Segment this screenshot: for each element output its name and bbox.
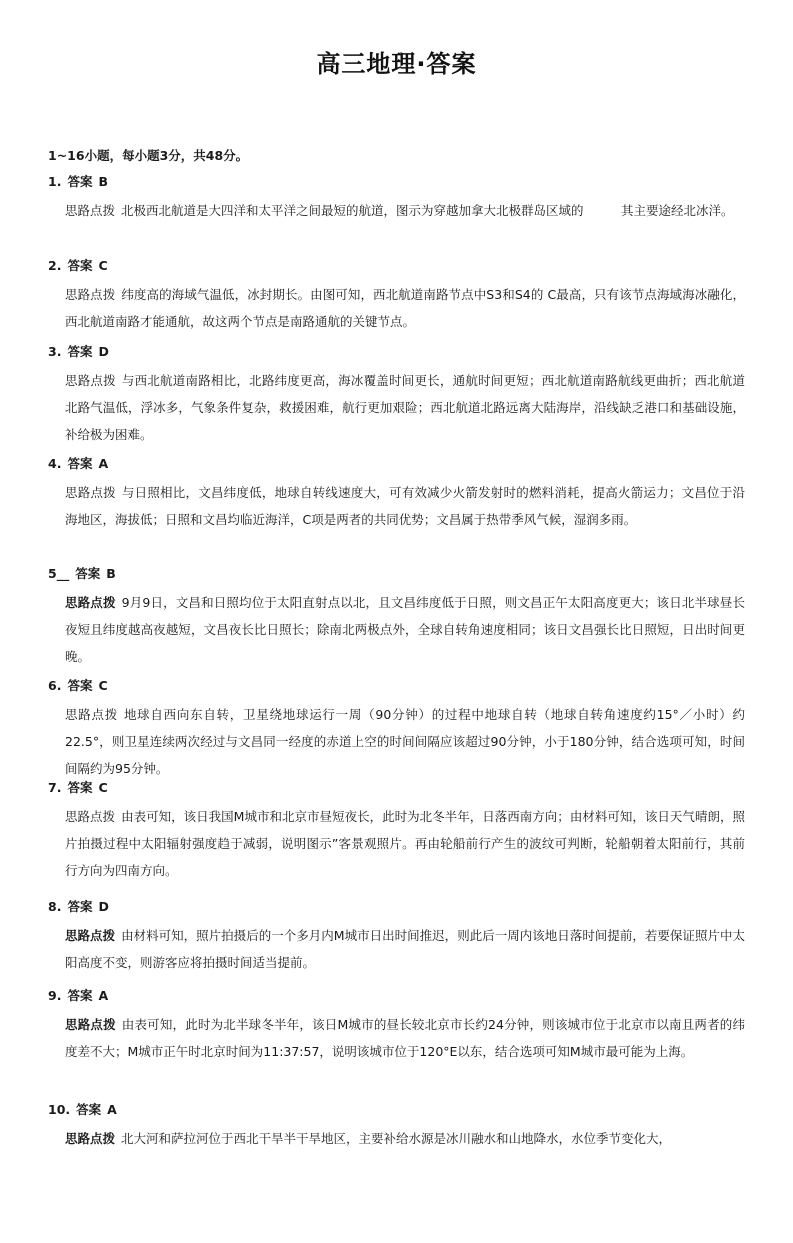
answer-letter: D	[98, 344, 109, 359]
question-item	[48, 565, 748, 670]
answer-letter: B	[98, 174, 108, 189]
question-number: 5__	[48, 566, 70, 581]
question-item	[48, 257, 748, 335]
explanation-text: 与日照相比，文昌纬度低，地球自转线速度大，可有效减少火箭发射时的燃料消耗，提高火箭运力；文昌位于沿海地区，海拔低；日照和文昌均临近海洋，C项是两者的共同优势；文昌属于热带季风气候，湿润多雨。	[65, 485, 745, 527]
question-explanation	[65, 589, 745, 670]
question-header	[48, 1101, 748, 1119]
tip-label: 思路点拨	[65, 287, 116, 302]
answer-letter: C	[98, 258, 108, 273]
question-explanation	[65, 1011, 745, 1065]
question-number: 6.	[48, 678, 62, 693]
question-item	[48, 987, 748, 1065]
explanation-text: 由材料可知，照片拍摄后的一个多月内M城市日出时间推迟，则此后一周内该地日落时间提前，若要保证照片中太阳高度不变，则游客应将拍摄时间适当提前。	[65, 928, 745, 970]
tip-label: 思路点拨	[65, 707, 118, 722]
explanation-text: 地球自西向东自转，卫星绕地球运行一周（90分钟）的过程中地球自转（地球自转角速度约15°／小时）约22.5°，则卫星连续两次经过与文昌同一经度的赤道上空的时间间隔应该超过90分钟，小于180分钟，结合选项可知，时间间隔约为95分钟。	[65, 707, 745, 776]
question-explanation	[65, 479, 745, 533]
explanation-text: 由表可知，该日我国M城市和北京市昼短夜长，此时为北冬半年，日落西南方向；由材料可知，该日天气晴朗，照片拍摄过程中太阳辐射强度趋于减弱，说明图示”客景观照片。再由轮船前行产生的波纹可判断，轮船朝着太阳前行，其前行方向为四南方向。	[65, 809, 745, 878]
question-number: 2.	[48, 258, 62, 273]
answer-word: 答案	[67, 988, 93, 1003]
question-header	[48, 779, 748, 797]
answer-letter: A	[98, 988, 109, 1003]
question-header	[48, 455, 748, 473]
tip-label: 思路点拨	[65, 373, 116, 388]
question-explanation	[65, 367, 745, 448]
tip-label: 思路点拨	[65, 1017, 116, 1032]
explanation-text: 与西北航道南路相比，北路纬度更高，海冰覆盖时间更长，通航时间更短；西北航道南路航线更曲折；西北航道北路气温低，浮冰多，气象条件复杂，救援困难，航行更加艰险；西北航道北路远离大陆海岸，沿线缺乏港口和基础设施，补给极为困难。	[65, 373, 745, 442]
question-number: 1.	[48, 174, 62, 189]
answer-letter: D	[98, 899, 109, 914]
answer-letter: A	[107, 1102, 117, 1117]
question-number: 4.	[48, 456, 62, 471]
question-explanation	[65, 281, 745, 335]
explanation-text: 9月9日，文昌和日照均位于太阳直射点以北，且文昌纬度低于日照，则文昌正午太阳高度更大；该日北半球昼长夜短且纬度越高夜越短，文昌夜长比日照长；除南北两极点外，全球自转角速度相同；该日文昌强长比日照短，日出时间更晚。	[65, 595, 745, 664]
tip-label: 思路点拨	[65, 928, 116, 943]
question-header	[48, 343, 748, 361]
answer-word: 答案	[67, 258, 93, 273]
question-number: 9.	[48, 988, 62, 1003]
answer-word: 答案	[67, 344, 93, 359]
tip-label: 思路点拨	[65, 485, 116, 500]
question-header	[48, 677, 748, 695]
question-explanation	[65, 1125, 745, 1152]
explanation-text: 北大河和萨拉河位于西北干旱半干旱地区，主要补给水源是冰川融水和山地降水，水位季节变化大，	[121, 1131, 672, 1146]
question-item	[48, 173, 748, 224]
question-number: 3.	[48, 344, 62, 359]
question-explanation	[65, 803, 745, 884]
answer-word: 答案	[76, 1102, 102, 1117]
answer-word: 答案	[67, 456, 93, 471]
explanation-text: 纬度高的海域气温低，冰封期长。由图可知，西北航道南路节点中S3和S4的 C最高，只有该节点海域海冰融化，西北航道南路才能通航，故这两个节点是南路通航的关键节点。	[65, 287, 745, 329]
answer-letter: C	[98, 678, 108, 693]
answer-letter: B	[106, 566, 116, 581]
question-header	[48, 898, 748, 916]
question-number: 8.	[48, 899, 62, 914]
question-item	[48, 898, 748, 976]
question-header	[48, 173, 748, 191]
question-explanation	[65, 701, 745, 782]
question-item	[48, 455, 748, 533]
question-number: 7.	[48, 780, 62, 795]
answer-word: 答案	[67, 899, 93, 914]
question-explanation	[65, 197, 745, 224]
question-item	[48, 1101, 748, 1152]
tip-label: 思路点拨	[65, 1131, 116, 1146]
question-number: 10.	[48, 1102, 71, 1117]
question-header	[48, 257, 748, 275]
tip-label: 思路点拨	[65, 203, 116, 218]
tip-label: 思路点拨	[65, 595, 116, 610]
explanation-text: 由表可知，此时为北半球冬半年，该日M城市的昼长较北京市长约24分钟，则该城市位于北京市以南且两者的纬度差不大；M城市正午时北京时间为11:37:57，说明该城市位于120°E以东，结合选项可知M城市最可能为上海。	[65, 1017, 745, 1059]
question-header	[48, 987, 748, 1005]
answer-letter: A	[98, 456, 109, 471]
explanation-text: 北极西北航道是大四洋和太平洋之间最短的航道，图示为穿越加拿大北极群岛区域的 其主要途经北冰洋。	[121, 203, 734, 218]
answer-letter: C	[98, 780, 108, 795]
question-header	[48, 565, 748, 583]
answer-word: 答案	[67, 678, 93, 693]
answer-word: 答案	[75, 566, 101, 581]
tip-label: 思路点拨	[65, 809, 116, 824]
question-item	[48, 779, 748, 884]
question-explanation	[65, 922, 745, 976]
question-item	[48, 677, 748, 782]
page-title: 高三地理·答案	[316, 50, 477, 78]
question-item	[48, 343, 748, 448]
answer-word: 答案	[67, 780, 93, 795]
section-intro: 1~16小题，每小题3分，共48分。	[48, 148, 249, 163]
answer-word: 答案	[67, 174, 93, 189]
